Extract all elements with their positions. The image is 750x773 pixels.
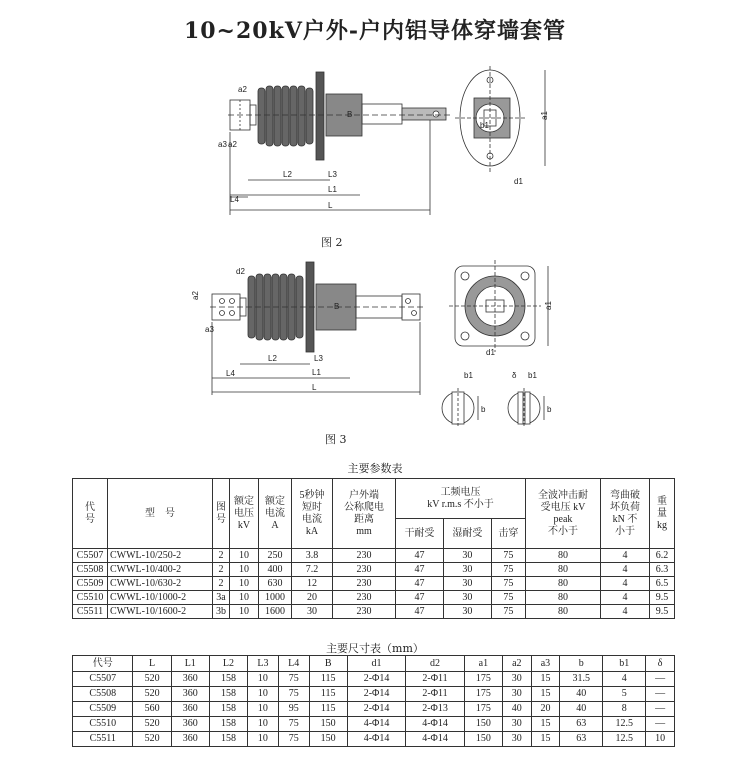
fig3-label-L3: L3 — [314, 354, 323, 363]
col-creep: 户外端 公称爬电 距离 mm — [333, 479, 396, 549]
table-cell: 115 — [309, 672, 347, 687]
dims-table-caption: 主要尺寸表（mm） — [326, 642, 424, 655]
fig2-label-L1: L1 — [328, 185, 337, 194]
fig2-end-view — [455, 66, 545, 172]
col-model: 型 号 — [108, 479, 213, 549]
table-cell: 10 — [230, 577, 259, 591]
table-cell: 80 — [526, 563, 601, 577]
table-row — [73, 591, 675, 605]
fig3-label-b1: b1 — [464, 371, 473, 380]
table-cell: 75 — [491, 563, 525, 577]
col-curr: 额定 电流 A — [259, 479, 292, 549]
fig3-label-a2: a2 — [191, 291, 200, 300]
table-cell: 175 — [464, 672, 502, 687]
column-header: B — [309, 656, 347, 672]
fig3-detail-b — [508, 388, 544, 428]
fig2-sheds — [258, 86, 313, 146]
table-cell: 30 — [502, 717, 531, 732]
table-row — [73, 563, 675, 577]
table-cell: 3b — [213, 605, 230, 619]
table-cell: 230 — [333, 549, 396, 563]
fig2-label-L2: L2 — [283, 170, 292, 179]
fig3-label-B: B — [334, 302, 340, 311]
table-cell: C5511 — [73, 605, 108, 619]
table-cell: 360 — [171, 672, 209, 687]
table-row — [73, 687, 675, 702]
fig3-label-L: L — [312, 383, 317, 392]
fig3-label-b: b — [481, 405, 486, 414]
col-code: 代 号 — [73, 479, 108, 549]
table-cell: 360 — [171, 732, 209, 747]
table-row — [73, 732, 675, 747]
col-bend: 弯曲破 坏负荷 kN 不 小于 — [601, 479, 650, 549]
table-cell: — — [646, 672, 675, 687]
table-cell: 10 — [646, 732, 675, 747]
table-cell: 4-Φ14 — [406, 717, 465, 732]
table-cell: C5510 — [73, 591, 108, 605]
table-cell: 6.5 — [650, 577, 675, 591]
column-header: L4 — [278, 656, 309, 672]
table-cell: 30 — [502, 672, 531, 687]
table-cell: 10 — [248, 687, 279, 702]
table-cell: 40 — [502, 702, 531, 717]
table-cell: 12 — [292, 577, 333, 591]
table-cell: 230 — [333, 605, 396, 619]
table-cell: 230 — [333, 591, 396, 605]
column-header: d2 — [406, 656, 465, 672]
table-cell: CWWL-10/1000-2 — [108, 591, 213, 605]
table-cell: 63 — [560, 732, 603, 747]
table-cell: 4 — [601, 577, 650, 591]
table-cell: 4 — [601, 549, 650, 563]
table-cell: 150 — [309, 732, 347, 747]
fig3-label-d1: d1 — [486, 348, 495, 357]
table-cell: CWWL-10/1600-2 — [108, 605, 213, 619]
table-cell: 10 — [230, 605, 259, 619]
table-cell: C5511 — [73, 732, 133, 747]
table-cell: 47 — [396, 591, 444, 605]
table-row — [73, 577, 675, 591]
table-cell: 2-Φ13 — [406, 702, 465, 717]
table-cell: 8 — [603, 702, 646, 717]
table-cell: 31.5 — [560, 672, 603, 687]
fig2-label-b1: b1 — [480, 121, 489, 130]
table-cell: 5 — [603, 687, 646, 702]
table-cell: 30 — [443, 577, 491, 591]
table-row — [73, 549, 675, 563]
column-header: a1 — [464, 656, 502, 672]
table-cell: 80 — [526, 591, 601, 605]
table-cell: 10 — [248, 732, 279, 747]
fig3-label-L4: L4 — [226, 369, 235, 378]
col-short: 5秒钟 短时 电流 kA — [292, 479, 333, 549]
table-cell: 10 — [230, 549, 259, 563]
fig2-label-B: B — [347, 110, 353, 119]
table-cell: 63 — [560, 717, 603, 732]
table-cell: 30 — [443, 563, 491, 577]
table-cell: 12.5 — [603, 732, 646, 747]
table-cell: 360 — [171, 687, 209, 702]
table-cell: 95 — [278, 702, 309, 717]
table-cell: 150 — [464, 732, 502, 747]
column-header: L2 — [209, 656, 247, 672]
table-cell: 30 — [502, 732, 531, 747]
table-cell: 10 — [230, 591, 259, 605]
table-cell: 2-Φ11 — [406, 687, 465, 702]
table-cell: C5507 — [73, 549, 108, 563]
column-header: L — [133, 656, 171, 672]
table-cell: CWWL-10/400-2 — [108, 563, 213, 577]
table-cell: 520 — [133, 687, 171, 702]
table-cell: — — [646, 702, 675, 717]
table-cell: 3a — [213, 591, 230, 605]
table-cell: C5508 — [73, 687, 133, 702]
table-cell: 10 — [248, 672, 279, 687]
table-cell: 4-Φ14 — [347, 717, 406, 732]
table-cell: 2 — [213, 549, 230, 563]
table-cell: 560 — [133, 702, 171, 717]
table-cell: 2-Φ14 — [347, 672, 406, 687]
col-wet: 湿耐受 — [443, 519, 491, 549]
table-cell: 230 — [333, 577, 396, 591]
column-header: δ — [646, 656, 675, 672]
table-cell: 115 — [309, 687, 347, 702]
dims-table — [72, 655, 675, 747]
fig3-label-d2: d2 — [236, 267, 245, 276]
fig3-label-b1b: b1 — [528, 371, 537, 380]
fig3-label-bb: b — [547, 405, 552, 414]
table-cell: 158 — [209, 732, 247, 747]
col-fig: 图 号 — [213, 479, 230, 549]
table-cell: 47 — [396, 563, 444, 577]
table-cell: 230 — [333, 563, 396, 577]
fig3-end-view — [449, 260, 548, 352]
fig2-label-L: L — [328, 201, 333, 210]
table-row — [73, 672, 675, 687]
table-cell: 75 — [491, 591, 525, 605]
table-cell: 80 — [526, 577, 601, 591]
table-cell: 30 — [443, 605, 491, 619]
table-cell: 75 — [278, 672, 309, 687]
table-cell: 10 — [230, 563, 259, 577]
table-cell: CWWL-10/630-2 — [108, 577, 213, 591]
table-cell: 20 — [531, 702, 560, 717]
fig3-label-delta: δ — [512, 371, 517, 380]
fig2-label-d1: d1 — [514, 177, 523, 186]
table-cell: 12.5 — [603, 717, 646, 732]
table-cell: 400 — [259, 563, 292, 577]
table-cell: C5509 — [73, 577, 108, 591]
col-impulse: 全波冲击耐 受电压 kV peak 不小于 — [526, 479, 601, 549]
table-cell: 520 — [133, 732, 171, 747]
fig3-label-L1: L1 — [312, 368, 321, 377]
table-cell: 20 — [292, 591, 333, 605]
table-cell: 80 — [526, 549, 601, 563]
table-cell: CWWL-10/250-2 — [108, 549, 213, 563]
table-cell: 6.2 — [650, 549, 675, 563]
table-cell: 175 — [464, 702, 502, 717]
table-cell: C5509 — [73, 702, 133, 717]
table-cell: 7.2 — [292, 563, 333, 577]
table-cell: 47 — [396, 605, 444, 619]
table-cell: 1600 — [259, 605, 292, 619]
fig3-label-a3: a3 — [205, 325, 214, 334]
fig2-label-a2b: a2 — [228, 140, 237, 149]
table-cell: 75 — [278, 732, 309, 747]
column-header: d1 — [347, 656, 406, 672]
col-freq: 工频电压 kV r.m.s 不小于 — [396, 479, 526, 519]
fig2-label-a2: a2 — [238, 85, 247, 94]
fig2-caption: 图 2 — [321, 236, 343, 249]
table-cell: C5507 — [73, 672, 133, 687]
fig3-label-L2: L2 — [268, 354, 277, 363]
table-cell: 520 — [133, 672, 171, 687]
column-header: b1 — [603, 656, 646, 672]
table-cell: 30 — [292, 605, 333, 619]
params-table-caption: 主要参数表 — [347, 462, 403, 475]
table-cell: 158 — [209, 687, 247, 702]
fig2-label-L3: L3 — [328, 170, 337, 179]
table-cell: C5508 — [73, 563, 108, 577]
table-cell: 4 — [601, 563, 650, 577]
table-cell: 1000 — [259, 591, 292, 605]
table-cell: 4 — [601, 591, 650, 605]
table-cell: 75 — [491, 549, 525, 563]
column-header: 代号 — [73, 656, 133, 672]
table-cell: 4-Φ14 — [406, 732, 465, 747]
table-cell: C5510 — [73, 717, 133, 732]
table-cell: 360 — [171, 717, 209, 732]
table-cell: 15 — [531, 732, 560, 747]
fig2-label-a3: a3 — [218, 140, 227, 149]
table-cell: 15 — [531, 717, 560, 732]
fig2-side-view — [228, 72, 450, 215]
table-cell: 15 — [531, 687, 560, 702]
table-cell: 30 — [443, 591, 491, 605]
table-cell: 75 — [491, 577, 525, 591]
table-cell: 75 — [491, 605, 525, 619]
table-row — [73, 605, 675, 619]
table-cell: — — [646, 687, 675, 702]
table-cell: 2 — [213, 577, 230, 591]
table-cell: 2-Φ11 — [406, 672, 465, 687]
fig3-label-a1: a1 — [544, 301, 553, 310]
column-header: L1 — [171, 656, 209, 672]
table-cell: 30 — [502, 687, 531, 702]
col-puncture: 击穿 — [491, 519, 525, 549]
table-cell: 2-Φ14 — [347, 687, 406, 702]
column-header: b — [560, 656, 603, 672]
table-cell: 4 — [601, 605, 650, 619]
table-cell: 175 — [464, 687, 502, 702]
col-dry: 干耐受 — [396, 519, 444, 549]
table-cell: 150 — [309, 717, 347, 732]
table-cell: 2 — [213, 563, 230, 577]
table-cell: 9.5 — [650, 591, 675, 605]
table-cell: 520 — [133, 717, 171, 732]
table-cell: 3.8 — [292, 549, 333, 563]
table-cell: 75 — [278, 717, 309, 732]
table-cell: 158 — [209, 702, 247, 717]
table-cell: 360 — [171, 702, 209, 717]
page-title: 10~20kV户外-户内铝导体穿墙套管 — [183, 18, 567, 44]
table-cell: 4 — [603, 672, 646, 687]
table-cell: 40 — [560, 702, 603, 717]
table-cell: — — [646, 717, 675, 732]
table-cell: 10 — [248, 702, 279, 717]
table-row — [73, 702, 675, 717]
col-weight: 重 量 kg — [650, 479, 675, 549]
table-cell: 47 — [396, 549, 444, 563]
fig3-detail-a — [442, 388, 478, 428]
table-cell: 75 — [278, 687, 309, 702]
table-cell: 630 — [259, 577, 292, 591]
column-header: a2 — [502, 656, 531, 672]
table-cell: 40 — [560, 687, 603, 702]
table-cell: 2-Φ14 — [347, 702, 406, 717]
fig2-label-a1: a1 — [540, 111, 549, 120]
table-cell: 6.3 — [650, 563, 675, 577]
fig2-label-L4: L4 — [230, 195, 239, 204]
table-cell: 250 — [259, 549, 292, 563]
table-cell: 9.5 — [650, 605, 675, 619]
col-volt: 额定 电压 kV — [230, 479, 259, 549]
fig3-caption: 图 3 — [325, 433, 347, 446]
table-cell: 80 — [526, 605, 601, 619]
table-cell: 4-Φ14 — [347, 732, 406, 747]
table-cell: 158 — [209, 672, 247, 687]
table-cell: 115 — [309, 702, 347, 717]
params-table — [72, 478, 675, 619]
table-cell: 10 — [248, 717, 279, 732]
table-cell: 47 — [396, 577, 444, 591]
table-cell: 15 — [531, 672, 560, 687]
column-header: a3 — [531, 656, 560, 672]
table-row — [73, 717, 675, 732]
table-cell: 150 — [464, 717, 502, 732]
column-header: L3 — [248, 656, 279, 672]
table-cell: 158 — [209, 717, 247, 732]
table-cell: 30 — [443, 549, 491, 563]
